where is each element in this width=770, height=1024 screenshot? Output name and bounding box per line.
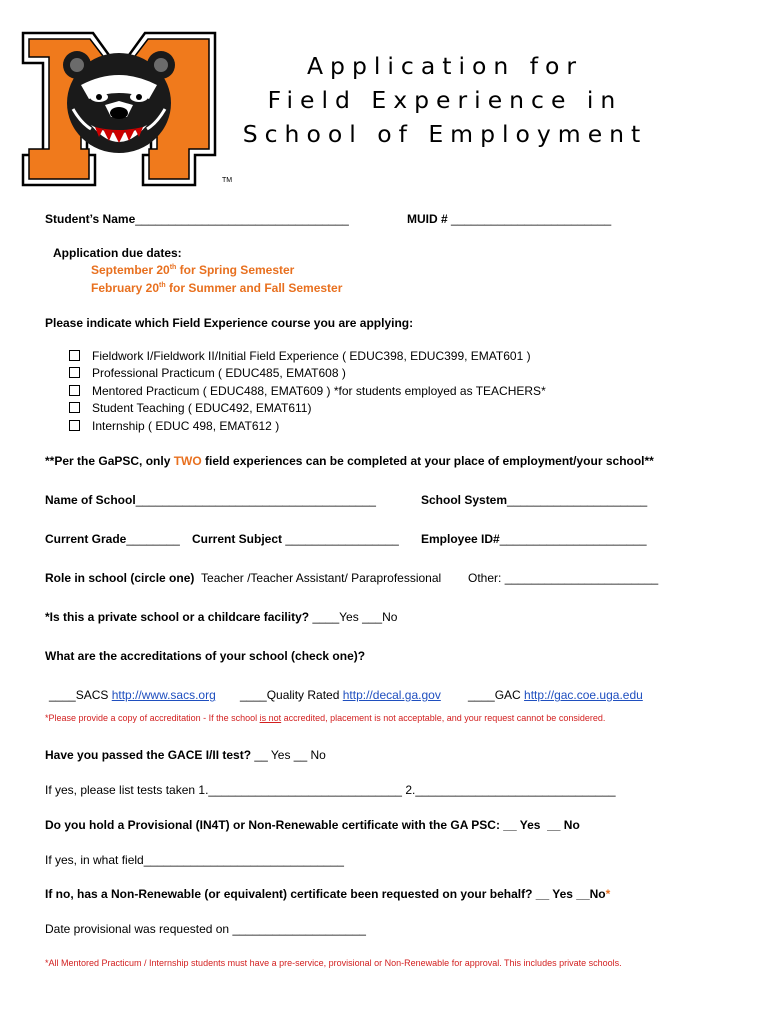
gapsc-part1: **Per the GaPSC, only [45, 454, 174, 468]
provisional-date-label: Date provisional was requested on [45, 922, 230, 936]
student-name-field[interactable]: ________________________________ [135, 212, 349, 226]
note-part-a: *Please provide a copy of accreditation - If the school [45, 713, 260, 723]
course-option-fieldwork[interactable] [69, 349, 531, 363]
gace-tests-row [45, 783, 616, 797]
sacs-link[interactable]: http://www.sacs.org [111, 688, 216, 702]
gace-tests-2-label: 2. [405, 783, 416, 797]
spring-sup: th [169, 264, 177, 271]
school-name-row [45, 493, 376, 507]
gapsc-note [45, 454, 654, 468]
nonrenewable-no-option[interactable]: __No [576, 887, 606, 901]
spring-due-date [91, 263, 294, 277]
accreditation-question: What are the accreditations of your school (check one)? [45, 649, 366, 663]
student-name-label: Student’s Name [45, 212, 136, 226]
course-label: Fieldwork I/Fieldwork II/Initial Field Experience ( EDUC398, EDUC399, EMAT601 ) [92, 349, 531, 363]
muid-row [407, 212, 611, 226]
gace-no-option[interactable]: __ No [293, 748, 326, 762]
course-option-mentored-practicum[interactable] [69, 384, 546, 398]
summer-due-date [91, 281, 342, 295]
footer-note: *All Mentored Practicum / Internship students must have a pre-service, provisional or Non-Renewable for approval. This includes private schools. [45, 958, 622, 968]
gapsc-part2: field experiences can be completed at your place of employment/your school** [201, 454, 654, 468]
gace-test-2-field[interactable]: ______________________________ [415, 783, 616, 797]
quality-rated-checkbox[interactable]: ____Quality Rated [240, 688, 340, 702]
course-option-professional-practicum[interactable] [69, 366, 346, 380]
gac-option [468, 688, 643, 702]
muid-field[interactable]: ________________________ [451, 212, 612, 226]
private-yes-option[interactable]: ____Yes [312, 610, 359, 624]
course-label: Professional Practicum ( EDUC485, EMAT608 ) [92, 366, 346, 380]
current-grade-field[interactable]: ________ [126, 532, 180, 546]
role-label: Role in school (circle one) [45, 571, 195, 585]
provisional-row [45, 818, 580, 832]
gac-checkbox[interactable]: ____GAC [468, 688, 521, 702]
summer-sup: th [159, 282, 166, 289]
nonrenewable-row [45, 887, 610, 901]
title-line-3: School of Employment [242, 120, 648, 148]
private-no-option[interactable]: ___No [362, 610, 398, 624]
due-dates-heading: Application due dates: [53, 246, 182, 260]
gac-link[interactable]: http://gac.coe.uga.edu [524, 688, 643, 702]
course-label: Internship ( EDUC 498, EMAT612 ) [92, 419, 280, 433]
provisional-question: Do you hold a Provisional (IN4T) or Non-Renewable certificate with the GA PSC: [45, 818, 500, 832]
provisional-no-option[interactable]: __ No [547, 818, 580, 832]
note-part-b: accredited, placement is not acceptable, and your request cannot be considered. [281, 713, 606, 723]
school-system-field[interactable]: _____________________ [507, 493, 648, 507]
gace-test-1-field[interactable]: _____________________________ [208, 783, 402, 797]
provisional-date-field[interactable]: ____________________ [232, 922, 366, 936]
course-option-student-teaching[interactable] [69, 401, 311, 415]
gace-yes-option[interactable]: __ Yes [254, 748, 291, 762]
current-subject-field[interactable]: _________________ [285, 532, 399, 546]
spring-date: September 20 [91, 263, 170, 277]
course-option-internship[interactable] [69, 419, 279, 433]
provisional-date-row [45, 922, 366, 936]
university-logo-icon [21, 29, 217, 189]
checkbox[interactable] [69, 367, 80, 378]
role-row [45, 571, 441, 585]
gace-row [45, 748, 326, 762]
role-options[interactable]: Teacher /Teacher Assistant/ Paraprofessional [201, 571, 442, 585]
sacs-checkbox[interactable]: ____SACS [49, 688, 109, 702]
gace-tests-label: If yes, please list tests taken 1. [45, 783, 209, 797]
checkbox[interactable] [69, 350, 80, 361]
employee-id-row [421, 532, 647, 546]
provisional-field-row [45, 853, 344, 867]
nonrenewable-star: * [605, 887, 611, 901]
provisional-field-label: If yes, in what field [45, 853, 144, 867]
title-line-2: Field Experience in [267, 86, 623, 114]
accreditation-note [45, 713, 605, 723]
summer-date: February 20 [91, 281, 160, 295]
school-system-label: School System [421, 493, 508, 507]
school-name-field[interactable]: ____________________________________ [135, 493, 376, 507]
course-label: Mentored Practicum ( EDUC488, EMAT609 ) *for students employed as TEACHERS* [92, 384, 546, 398]
provisional-yes-option[interactable]: __ Yes [503, 818, 541, 832]
checkbox[interactable] [69, 402, 80, 413]
current-grade-label: Current Grade [45, 532, 127, 546]
current-subject-label: Current Subject [192, 532, 283, 546]
checkbox[interactable] [69, 385, 80, 396]
role-other-label: Other: [468, 571, 502, 585]
muid-label: MUID # [407, 212, 448, 226]
private-school-row [45, 610, 397, 624]
title-line-1: Application for [306, 52, 584, 80]
quality-rated-option [240, 688, 441, 702]
note-not: is not [259, 713, 282, 723]
sacs-option [49, 688, 216, 702]
student-name-row [45, 212, 349, 226]
current-grade-row [45, 532, 180, 546]
employee-id-label: Employee ID# [421, 532, 500, 546]
gace-question: Have you passed the GACE I/II test? [45, 748, 252, 762]
spring-semester: for Spring Semester [176, 263, 295, 277]
role-other-row [468, 571, 658, 585]
course-label: Student Teaching ( EDUC492, EMAT611) [92, 401, 312, 415]
course-prompt: Please indicate which Field Experience course you are applying: [45, 316, 414, 330]
role-other-field[interactable]: _______________________ [504, 571, 659, 585]
employee-id-field[interactable]: ______________________ [499, 532, 647, 546]
provisional-field-input[interactable]: ______________________________ [143, 853, 344, 867]
quality-rated-link[interactable]: http://decal.ga.gov [342, 688, 441, 702]
school-system-row [421, 493, 647, 507]
checkbox[interactable] [69, 420, 80, 431]
summer-semester: for Summer and Fall Semester [165, 281, 343, 295]
trademark: TM [222, 177, 233, 184]
school-name-label: Name of School [45, 493, 136, 507]
nonrenewable-yes-option[interactable]: __ Yes [535, 887, 573, 901]
current-subject-row [192, 532, 399, 546]
nonrenewable-question: If no, has a Non-Renewable (or equivalent) certificate been requested on your behalf? [45, 887, 533, 901]
private-school-question: *Is this a private school or a childcare facility? [45, 610, 310, 624]
gapsc-two: TWO [173, 454, 202, 468]
